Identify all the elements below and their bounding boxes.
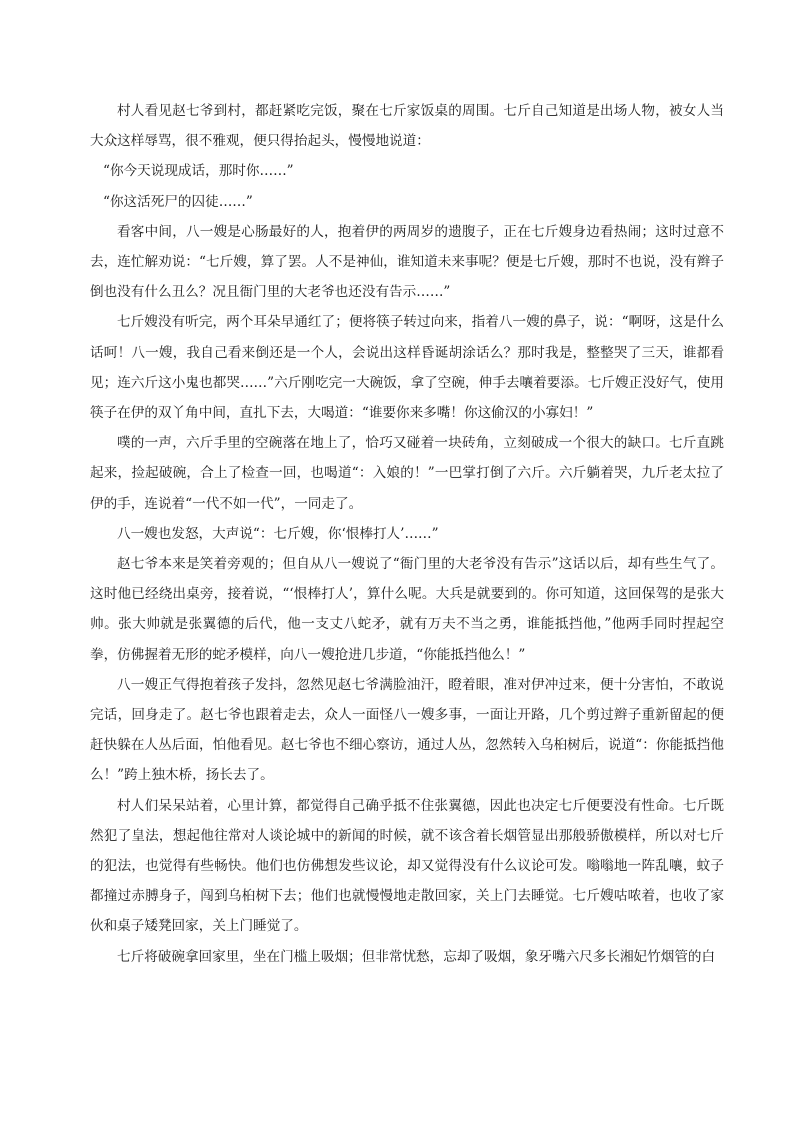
paragraph-bowl-breaks: 噗的一声，六斤手里的空碗落在地上了，恰巧又碰着一块砖角，立刻破成一个很大的缺口。七斤直跳起来，捡起破碗，合上了检查一回，也喝道“：入娘的！”一巴掌打倒了六斤。六斤躺着哭，九斤老太拉了伊的手，连说着“一代不如一代”，一同走了。 <box>90 435 724 512</box>
paragraph-bayi-sao-leaves: 八一嫂正气得抱着孩子发抖，忽然见赵七爷满脸油汗，瞪着眼，准对伊冲过来，便十分害怕，不敢说完话，回身走了。赵七爷也跟着走去，众人一面怪八一嫂多事，一面让开路，几个剪过辫子重新留起的便赶快躲在人丛后面，怕他看见。赵七爷也不细心察访，通过人丛，忽然转入乌桕树后，说道“：你能抵挡他么！”跨上独木桥，扬长去了。 <box>90 676 724 784</box>
paragraph-quote-2: “你这活死尸的囚徒……” <box>103 193 253 210</box>
paragraph-qijin-sao-scolds: 七斤嫂没有听完，两个耳朵早通红了；便将筷子转过向来，指着八一嫂的鼻子，说：“啊呀，这是什么话呵！八一嫂，我自己看来倒还是一个人，会说出这样昏诞胡涂话么？那时我是，整整哭了三天，谁都看见；连六斤这小鬼也都哭……”六斤刚吃完一大碗饭，拿了空碗，伸手去嚷着要添。七斤嫂正没好气，使用筷子在伊的双丫角中间，直扎下去，大喝道：“谁要你来多嘴！你这偷汉的小寡妇！” <box>90 314 724 422</box>
paragraph-quote-1: “你今天说现成话，那时你……” <box>103 163 294 180</box>
paragraph-villagers-gather: 村人看见赵七爷到村，都赶紧吃完饭，聚在七斤家饭桌的周围。七斤自己知道是出场人物，被女人当大众这样辱骂，很不雅观，便只得抬起头，慢慢地说道： <box>90 103 724 150</box>
paragraph-zhao-qiye-speaks: 赵七爷本来是笑着旁观的；但自从八一嫂说了“衙门里的大老爷没有告示”这话以后，却有些生气了。这时他已经绕出桌旁，接着说，“‘恨棒打人’，算什么呢。大兵是就要到的。你可知道，这回保驾的是张大帅。张大帅就是张翼德的后代，他一支丈八蛇矛，就有万夫不当之勇，谁能抵挡他，”他两手同时捏起空拳，仿佛握着无形的蛇矛模样，向八一嫂抢进几步道，“你能抵挡他么！” <box>90 556 724 663</box>
document-body <box>90 96 724 972</box>
paragraph-qijin-smokes: 七斤将破碗拿回家里，坐在门槛上吸烟；但非常忧愁，忘却了吸烟，象牙嘴六尺多长湘妃竹烟管的白 <box>117 948 716 965</box>
paragraph-bayi-sao-persuades: 看客中间，八一嫂是心肠最好的人，抱着伊的两周岁的遗腹子，正在七斤嫂身边看热闹；这时过意不去，连忙解劝说：“七斤嫂，算了罢。人不是神仙，谁知道未来事呢？便是七斤嫂，那时不也说，没有辫子倒也没有什么丑么？况且衙门里的大老爷也还没有告示……” <box>90 223 724 301</box>
paragraph-bayi-sao-angry: 八一嫂也发怒，大声说“：七斤嫂，你‘恨棒打人’……” <box>117 525 439 542</box>
paragraph-villagers-disperse: 村人们呆呆站着，心里计算，都觉得自己确乎抵不住张翼德，因此也决定七斤便要没有性命。七斤既然犯了皇法，想起他往常对人谈论城中的新闻的时候，就不该含着长烟管显出那般骄傲模样，所以对七斤的犯法，也觉得有些畅快。他们也仿佛想发些议论，却又觉得没有什么议论可发。嗡嗡地一阵乱嚷，蚊子都撞过赤膊身子，闯到乌桕树下去；他们也就慢慢地走散回家，关上门去睡觉。七斤嫂咕哝着，也收了家伙和桌子矮凳回家，关上门睡觉了。 <box>90 797 724 935</box>
